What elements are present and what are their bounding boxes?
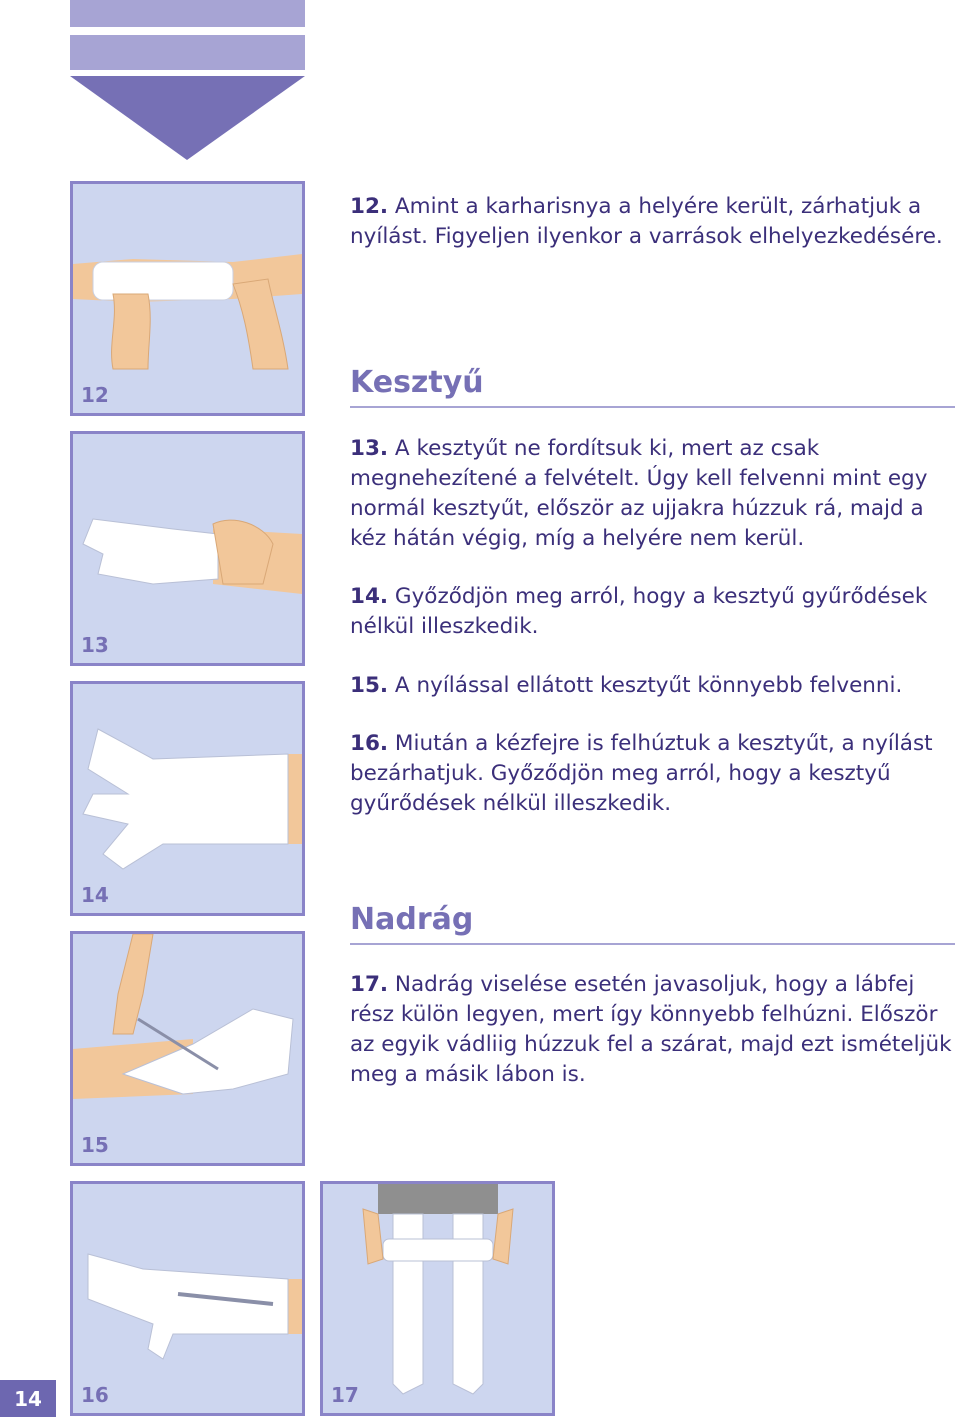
pants-pulling-illustration: [323, 1184, 552, 1413]
header-band-middle: [70, 35, 305, 70]
step-15-text: 15. A nyílással ellátott kesztyűt könnyebb felvenni.: [350, 673, 903, 698]
illustration-panel-16: [70, 1181, 305, 1416]
down-arrow-icon: [70, 76, 305, 160]
step-13-text: 13. A kesztyűt ne fordítsuk ki, mert az csak megnehezítené a felvételt. Úgy kell felvenni mint egy normál kesztyűt, először az ujjakra húzzuk rá, majd a kéz hátán végig, míg a helyére nem kerül.: [350, 436, 928, 551]
illustration-panel-13: [70, 431, 305, 666]
panel-number: 15: [81, 1133, 109, 1157]
panel-number: 13: [81, 633, 109, 657]
panel-number: 12: [81, 383, 109, 407]
step-17-text: 17. Nadrág viselése esetén javasoljuk, hogy a lábfej rész külön legyen, mert így könnyebb felhúzni. Először az egyik vádliig húzzuk fel a szárat, majd ezt ismételjük meg a másik lábon is.: [350, 972, 952, 1087]
arm-stocking-illustration: [73, 184, 302, 413]
step-16-text: 16. Miután a kézfejre is felhúztuk a kesztyűt, a nyílást bezárhatjuk. Győződjön meg arról, hogy a kesztyű gyűrődések nélkül illeszkedik.: [350, 731, 933, 816]
glove-zipper-illustration: [73, 934, 302, 1163]
illustration-panel-17: [320, 1181, 555, 1416]
illustration-panel-15: [70, 931, 305, 1166]
panel-number: 16: [81, 1383, 109, 1407]
section-heading-glove: Kesztyű: [350, 365, 955, 408]
panel-number: 14: [81, 883, 109, 907]
glove-pulling-illustration: [73, 434, 302, 663]
header-band-top: [70, 0, 305, 27]
panel-number: 17: [331, 1383, 359, 1407]
page-number: 14: [0, 1380, 56, 1417]
glove-zipper-closed-illustration: [73, 1184, 302, 1413]
glove-fitted-illustration: [73, 684, 302, 913]
step-12-text: 12. Amint a karharisnya a helyére került, zárhatjuk a nyílást. Figyeljen ilyenkor a varrások elhelyezkedésére.: [350, 194, 943, 249]
section-heading-pants: Nadrág: [350, 902, 955, 945]
illustration-panel-12: [70, 181, 305, 416]
illustration-panel-14: [70, 681, 305, 916]
step-14-text: 14. Győződjön meg arról, hogy a kesztyű gyűrődések nélkül illeszkedik.: [350, 584, 928, 639]
